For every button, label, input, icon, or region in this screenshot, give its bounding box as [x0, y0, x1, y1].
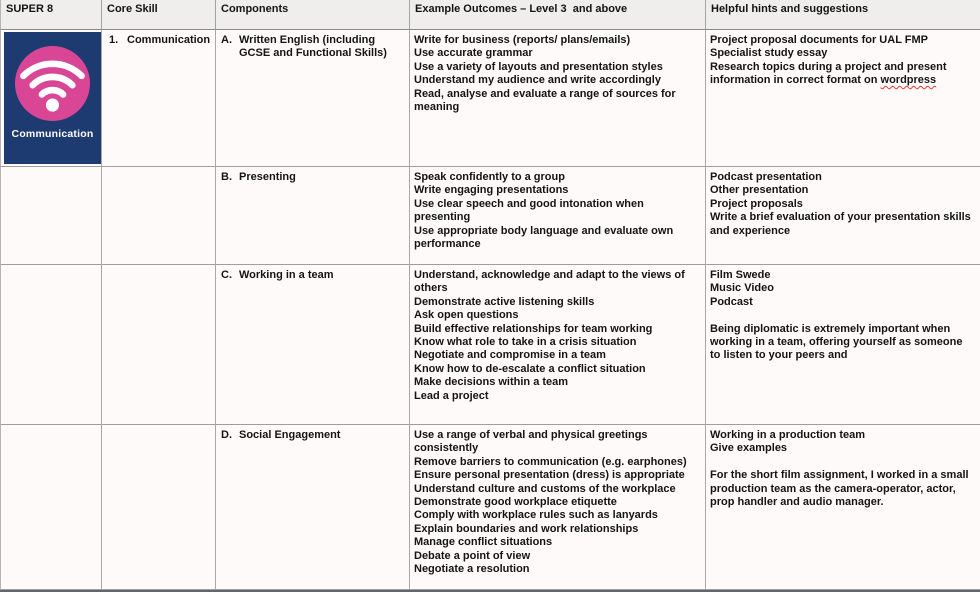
text-line [710, 456, 972, 469]
hints-list [710, 429, 972, 509]
component-name: Working in a team [239, 269, 334, 281]
text-line: Film Swede [710, 269, 771, 281]
text-line: Write engaging presentations [414, 184, 569, 197]
text-line: Give examples [710, 442, 788, 455]
text-line [710, 309, 972, 322]
text-line: Being diplomatic is extremely important when working in a team, offering yourself as someone to listen to your peers and [710, 322, 963, 362]
empty-cell [102, 265, 216, 425]
empty-cell [102, 425, 216, 590]
text-line: Ask open questions [414, 309, 519, 322]
text-line: Know what role to take in a crisis situation [414, 336, 637, 349]
hints-cell-b [706, 167, 980, 265]
text-line: Make decisions within a team [414, 376, 569, 389]
component-cell-b [216, 167, 410, 265]
text-line: Understand my audience and write accordingly [414, 74, 661, 87]
text-line: Lead a project [414, 389, 489, 402]
text-line: Specialist study essay [710, 47, 828, 60]
text-line: Understand culture and customs of the workplace [414, 482, 676, 495]
tile-label: Communication [11, 128, 94, 140]
outcomes-cell-d [410, 425, 706, 590]
text-line: Music Video [710, 282, 774, 295]
column-header-example-outcomes: Example Outcomes – Level 3 and above [410, 0, 706, 30]
text-line: Understand, acknowledge and adapt to the views of others [414, 269, 685, 295]
text-line: Explain boundaries and work relationships [414, 522, 639, 535]
column-header-components: Components [216, 0, 410, 30]
core-skill-number: 1. [109, 34, 119, 46]
text-line: Use a variety of layouts and presentation styles [414, 60, 663, 73]
outcomes-cell-b [410, 167, 706, 265]
text-line: Negotiate a resolution [414, 563, 530, 576]
component-name: Written English (including GCSE and Functional Skills) [239, 34, 387, 60]
component-cell-c [216, 265, 410, 425]
text-line: Read, analyse and evaluate a range of sources for meaning [414, 87, 676, 114]
text-line: Podcast presentation [710, 171, 822, 183]
hints-list [710, 171, 972, 238]
text-line: Working in a production team [710, 429, 866, 441]
text-line: Use accurate grammar [414, 47, 533, 60]
component-letter: A. [221, 34, 232, 46]
text-line: Demonstrate good workplace etiquette [414, 496, 617, 509]
text-line: Use a range of verbal and physical greetings consistently [414, 429, 648, 455]
text-line: For the short film assignment, I worked in a small production team as the camera-operator, actor, prop handler and audio manager. [710, 469, 969, 509]
text-line: Write for business (reports/ plans/emails) [414, 34, 631, 46]
text-line: Remove barriers to communication (e.g. earphones) [414, 455, 687, 468]
component-cell-d [216, 425, 410, 590]
column-header-core-skill: Core Skill [102, 0, 216, 30]
hints-cell-a [706, 30, 980, 167]
super8-icon-cell [0, 30, 102, 167]
outcomes-list [414, 429, 702, 576]
text-line: Build effective relationships for team working [414, 322, 653, 335]
core-skill-cell [102, 30, 216, 167]
empty-cell [0, 265, 102, 425]
text-line: Other presentation [710, 184, 809, 197]
text-line: Project proposals [710, 197, 803, 210]
column-header-super8: SUPER 8 [0, 0, 102, 30]
communication-skill-tile [4, 32, 101, 164]
outcomes-cell-a [410, 30, 706, 167]
text-line: Ensure personal presentation (dress) is appropriate [414, 469, 685, 482]
table-bottom-margin [0, 592, 980, 596]
text-line: Know how to de-escalate a conflict situation [414, 362, 646, 375]
hints-cell-d [706, 425, 980, 590]
text-line: Debate a point of view [414, 549, 531, 562]
text-line: Manage conflict situations [414, 536, 553, 549]
empty-cell [102, 167, 216, 265]
outcomes-list [414, 269, 702, 403]
outcomes-list [414, 34, 702, 114]
column-header-helpful-hints: Helpful hints and suggestions [706, 0, 980, 30]
outcomes-list [414, 171, 702, 251]
misspelled-word-wordpress: wordpress [880, 74, 937, 87]
outcomes-cell-c [410, 265, 706, 425]
hints-list [710, 269, 972, 363]
component-cell-a [216, 30, 410, 167]
component-letter: C. [221, 269, 232, 281]
text-line: Demonstrate active listening skills [414, 295, 595, 308]
component-letter: B. [221, 171, 232, 183]
text-line: Use appropriate body language and evaluate own performance [414, 224, 674, 251]
component-name: Presenting [239, 171, 296, 183]
text-line: Speak confidently to a group [414, 171, 565, 183]
empty-cell [0, 425, 102, 590]
wifi-signal-icon [15, 46, 90, 121]
text-line: Write a brief evaluation of your presentation skills and experience [710, 211, 971, 237]
text-line: Use clear speech and good intonation when presenting [414, 197, 644, 224]
hint-text: Research topics during a project and present information in correct format on [710, 60, 947, 87]
text-line: Project proposal documents for UAL FMP [710, 34, 928, 46]
empty-cell [0, 167, 102, 265]
hints-list [710, 34, 972, 61]
component-letter: D. [221, 429, 232, 441]
text-line: Negotiate and compromise in a team [414, 349, 606, 362]
text-line: Podcast [710, 295, 753, 308]
hint-line-spellcheck [710, 61, 972, 88]
core-skill-name: Communication [127, 34, 211, 46]
component-name: Social Engagement [239, 429, 341, 441]
hints-cell-c [706, 265, 980, 425]
text-line: Comply with workplace rules such as lanyards [414, 509, 658, 522]
